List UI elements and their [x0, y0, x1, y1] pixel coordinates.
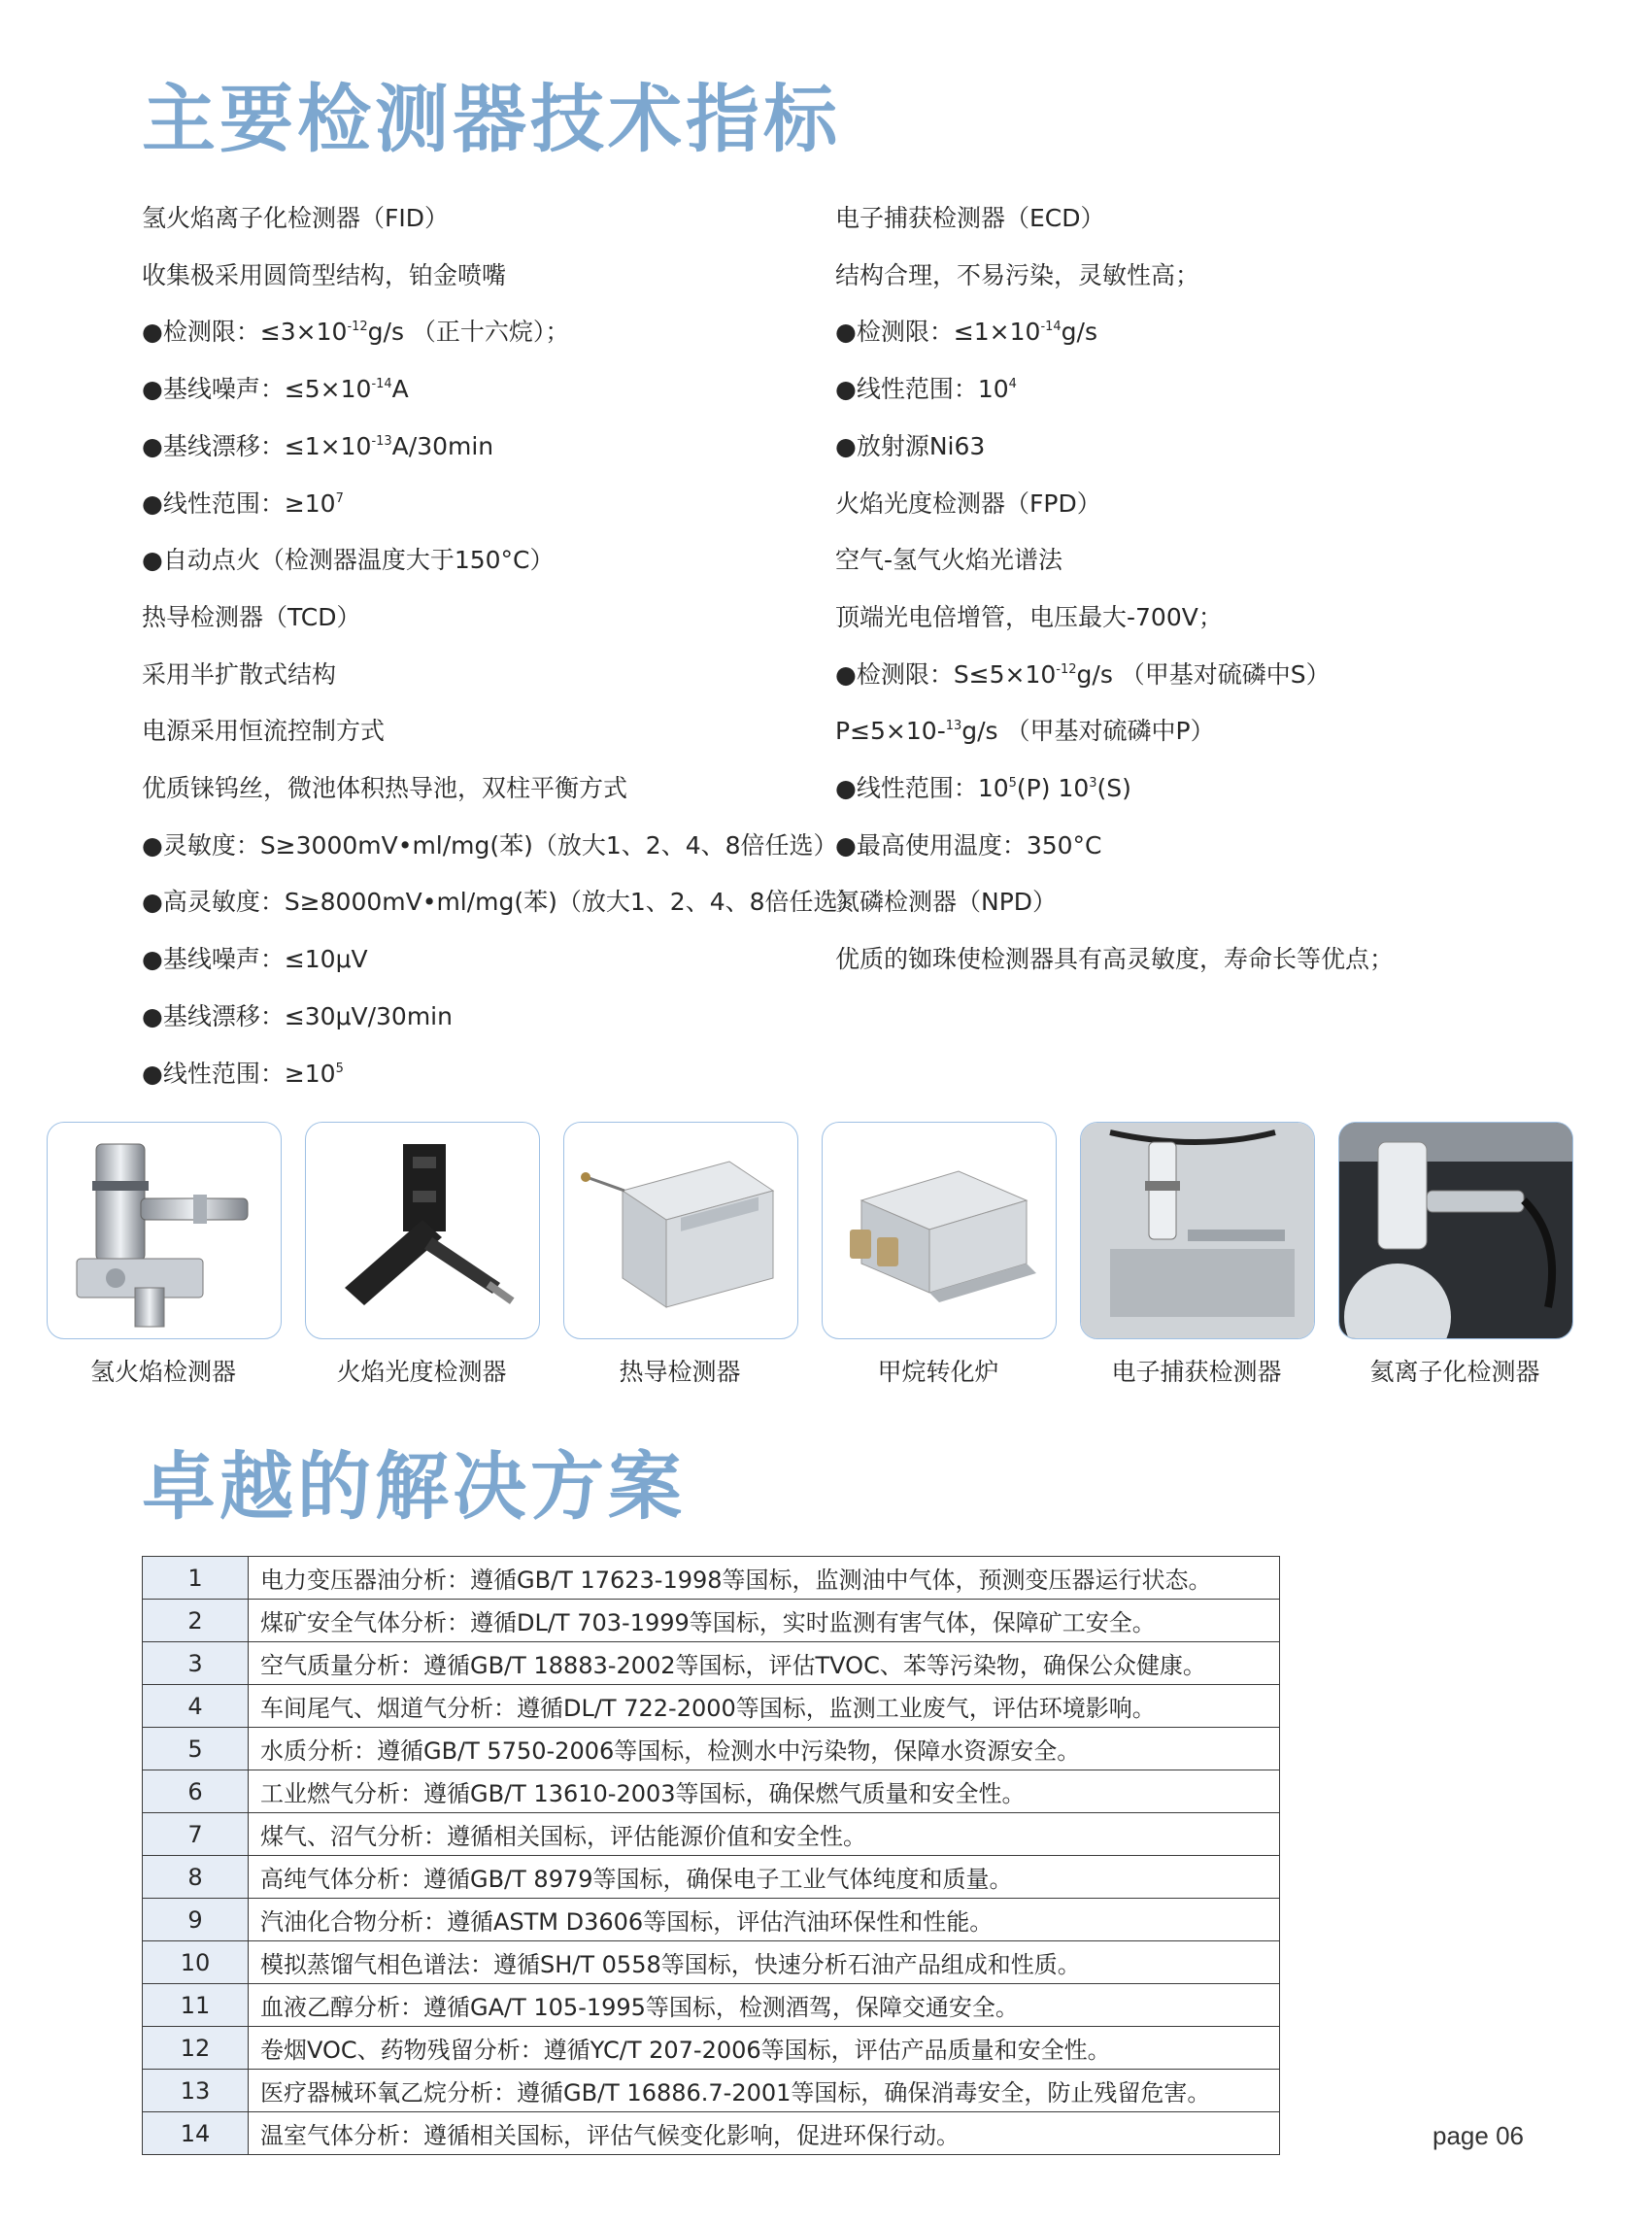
- row-description: 血液乙醇分析：遵循GA/T 105-1995等国标，检测酒驾，保障交通安全。: [249, 1984, 1280, 2027]
- spec-line: [835, 304, 1573, 361]
- spec-text: g/s （甲基对硫磷中P）: [961, 717, 1215, 746]
- row-number: 8: [143, 1856, 249, 1899]
- row-number: 11: [143, 1984, 249, 2027]
- spec-line: [835, 476, 1573, 533]
- spec-exponent: -14: [1040, 320, 1062, 335]
- section-title-detectors: 主要检测器技术指标: [142, 76, 841, 162]
- photo-fid-detector: [47, 1122, 282, 1339]
- spec-line: [835, 874, 1573, 931]
- table-row: [143, 1685, 1280, 1728]
- spec-line: [835, 590, 1573, 647]
- row-number: 14: [143, 2112, 249, 2155]
- spec-text: ●高灵敏度：S≥8000mV•ml/mg(苯)（放大1、2、4、8倍任选）: [142, 888, 862, 917]
- spec-text: A: [391, 375, 409, 404]
- spec-text: g/s: [1061, 318, 1097, 347]
- spec-text: ●线性范围：≥10: [142, 489, 336, 518]
- spec-text: ●线性范围：≥10: [142, 1059, 336, 1088]
- photo-caption: 热导检测器: [619, 1358, 741, 1386]
- row-description: 医疗器械环氧乙烷分析：遵循GB/T 16886.7-2001等国标，确保消毒安全，防止残留危害。: [249, 2070, 1280, 2112]
- spec-exponent: 3: [1089, 776, 1097, 792]
- spec-line: [142, 647, 822, 704]
- photo-caption: 电子捕获检测器: [1111, 1358, 1282, 1386]
- spec-exponent: -13: [371, 433, 392, 449]
- spec-text: ●基线噪声：≤5×10: [142, 375, 372, 404]
- row-description: 高纯气体分析：遵循GB/T 8979等国标，确保电子工业气体纯度和质量。: [249, 1856, 1280, 1899]
- spec-text: 氢火焰离子化检测器（FID）: [142, 204, 450, 232]
- row-description: 卷烟VOC、药物残留分析：遵循YC/T 207-2006等国标，评估产品质量和安全性。: [249, 2027, 1280, 2070]
- spec-text: ●检测限：≤1×10: [835, 318, 1041, 347]
- spec-text: ●检测限：≤3×10: [142, 318, 348, 347]
- spec-exponent: 5: [335, 1061, 344, 1076]
- spec-exponent: -14: [371, 377, 392, 392]
- spec-text: ●基线漂移：≤1×10: [142, 431, 372, 460]
- spec-text: P≤5×10-: [835, 717, 946, 746]
- spec-exponent: 5: [1008, 776, 1017, 792]
- table-row: [143, 1557, 1280, 1600]
- spec-text: ●基线漂移：≤30μV/30min: [142, 1001, 453, 1030]
- spec-text: 结构合理，不易污染，灵敏性高；: [835, 260, 1200, 289]
- spec-line: [142, 760, 822, 818]
- spec-line: [142, 248, 822, 305]
- spec-text: 顶端光电倍增管，电压最大-700V；: [835, 602, 1223, 631]
- spec-line: [835, 818, 1573, 875]
- spec-text: ●线性范围：10: [835, 774, 1009, 803]
- spec-line: [142, 532, 822, 590]
- spec-list-left: [142, 190, 862, 1102]
- table-row: [143, 1899, 1280, 1941]
- table-row: [143, 2112, 1280, 2155]
- spec-text: ●灵敏度：S≥3000mV•ml/mg(苯)（放大1、2、4、8倍任选）: [142, 830, 838, 860]
- spec-line: [142, 476, 822, 533]
- table-row: [143, 2070, 1280, 2112]
- spec-text: (S): [1096, 774, 1131, 803]
- spec-exponent: 4: [1008, 377, 1017, 392]
- spec-text: 收集极采用圆筒型结构，铂金喷嘴: [142, 260, 507, 289]
- spec-text: ●自动点火（检测器温度大于150°C）: [142, 546, 555, 575]
- row-description: 煤气、沼气分析：遵循相关国标，评估能源价值和安全性。: [249, 1813, 1280, 1856]
- row-number: 12: [143, 2027, 249, 2070]
- table-row: [143, 1642, 1280, 1685]
- photo-hid-detector: [1338, 1122, 1573, 1339]
- spec-text: A/30min: [391, 431, 494, 460]
- photo-ecd-detector: [1080, 1122, 1315, 1339]
- detector-photo-gallery: [47, 1122, 1610, 1384]
- row-number: 4: [143, 1685, 249, 1728]
- spec-list-right: [835, 190, 1573, 989]
- table-row: [143, 1984, 1280, 2027]
- spec-text: ●最高使用温度：350°C: [835, 830, 1102, 860]
- page-number: page 06: [1433, 2121, 1524, 2150]
- spec-exponent: -12: [347, 320, 368, 335]
- spec-line: [835, 190, 1573, 248]
- spec-line: [142, 818, 838, 875]
- spec-line: [142, 590, 822, 647]
- table-row: [143, 1770, 1280, 1813]
- spec-line: [142, 419, 822, 476]
- spec-line: [142, 361, 822, 419]
- spec-line: [835, 532, 1573, 590]
- row-description: 电力变压器油分析：遵循GB/T 17623-1998等国标，监测油中气体，预测变压器运行状态。: [249, 1557, 1280, 1600]
- spec-line: [142, 703, 822, 760]
- spec-text: ●线性范围：10: [835, 375, 1009, 404]
- spec-line: [835, 361, 1573, 419]
- row-description: 模拟蒸馏气相色谱法：遵循SH/T 0558等国标，快速分析石油产品组成和性质。: [249, 1941, 1280, 1984]
- spec-line: [142, 931, 822, 989]
- photo-caption: 氦离子化检测器: [1369, 1358, 1540, 1386]
- photo-fpd-detector: [305, 1122, 540, 1339]
- row-number: 9: [143, 1899, 249, 1941]
- row-number: 2: [143, 1600, 249, 1642]
- photo-caption: 火焰光度检测器: [336, 1358, 507, 1386]
- table-row: [143, 1856, 1280, 1899]
- spec-text: g/s （正十六烷）；: [367, 318, 570, 347]
- row-description: 水质分析：遵循GB/T 5750-2006等国标，检测水中污染物，保障水资源安全。: [249, 1728, 1280, 1770]
- spec-text: 火焰光度检测器（FPD）: [835, 489, 1101, 518]
- spec-text: (P) 10: [1016, 774, 1090, 803]
- section-title-solutions: 卓越的解决方案: [142, 1443, 686, 1530]
- spec-text: 空气-氢气火焰光谱法: [835, 546, 1063, 575]
- solutions-table: [142, 1556, 1280, 2155]
- spec-line: [142, 989, 822, 1046]
- photo-caption: 甲烷转化炉: [877, 1358, 999, 1386]
- spec-text: ●基线噪声：≤10μV: [142, 945, 368, 974]
- spec-text: 采用半扩散式结构: [142, 659, 337, 689]
- spec-text: g/s （甲基对硫磷中S）: [1076, 659, 1331, 689]
- row-number: 1: [143, 1557, 249, 1600]
- spec-text: 电子捕获检测器（ECD）: [835, 204, 1105, 232]
- spec-exponent: 13: [945, 719, 962, 734]
- spec-text: 热导检测器（TCD）: [142, 602, 361, 631]
- spec-text: ●放射源Ni63: [835, 431, 986, 460]
- table-row: [143, 1813, 1280, 1856]
- spec-text: 优质的铷珠使检测器具有高灵敏度，寿命长等优点；: [835, 945, 1395, 974]
- spec-line: [835, 931, 1573, 989]
- spec-line: [142, 304, 822, 361]
- spec-line: [835, 703, 1573, 760]
- row-number: 3: [143, 1642, 249, 1685]
- row-description: 温室气体分析：遵循相关国标，评估气候变化影响，促进环保行动。: [249, 2112, 1280, 2155]
- spec-line: [835, 760, 1573, 818]
- row-number: 10: [143, 1941, 249, 1984]
- table-row: [143, 1728, 1280, 1770]
- row-number: 13: [143, 2070, 249, 2112]
- spec-exponent: -12: [1056, 661, 1077, 677]
- row-description: 汽油化合物分析：遵循ASTM D3606等国标，评估汽油环保性和性能。: [249, 1899, 1280, 1941]
- spec-text: ●检测限：S≤5×10: [835, 659, 1057, 689]
- table-row: [143, 1600, 1280, 1642]
- row-description: 车间尾气、烟道气分析：遵循DL/T 722-2000等国标，监测工业废气，评估环境影响。: [249, 1685, 1280, 1728]
- table-row: [143, 2027, 1280, 2070]
- spec-text: 氮磷检测器（NPD）: [835, 888, 1058, 917]
- row-description: 空气质量分析：遵循GB/T 18883-2002等国标，评估TVOC、苯等污染物，确保公众健康。: [249, 1642, 1280, 1685]
- photo-tcd-detector: [563, 1122, 798, 1339]
- spec-text: 优质铼钨丝，微池体积热导池，双柱平衡方式: [142, 774, 628, 803]
- spec-exponent: 7: [335, 490, 344, 506]
- row-description: 煤矿安全气体分析：遵循DL/T 703-1999等国标，实时监测有害气体，保障矿工安全。: [249, 1600, 1280, 1642]
- spec-line: [142, 874, 862, 931]
- row-description: 工业燃气分析：遵循GB/T 13610-2003等国标，确保燃气质量和安全性。: [249, 1770, 1280, 1813]
- spec-line: [142, 1046, 822, 1103]
- row-number: 6: [143, 1770, 249, 1813]
- photo-caption: 氢火焰检测器: [89, 1358, 236, 1386]
- spec-text: 电源采用恒流控制方式: [142, 717, 386, 746]
- spec-line: [835, 248, 1573, 305]
- row-number: 7: [143, 1813, 249, 1856]
- photo-methanizer: [822, 1122, 1057, 1339]
- table-row: [143, 1941, 1280, 1984]
- spec-line: [835, 419, 1573, 476]
- row-number: 5: [143, 1728, 249, 1770]
- spec-line: [142, 190, 822, 248]
- spec-line: [835, 647, 1573, 704]
